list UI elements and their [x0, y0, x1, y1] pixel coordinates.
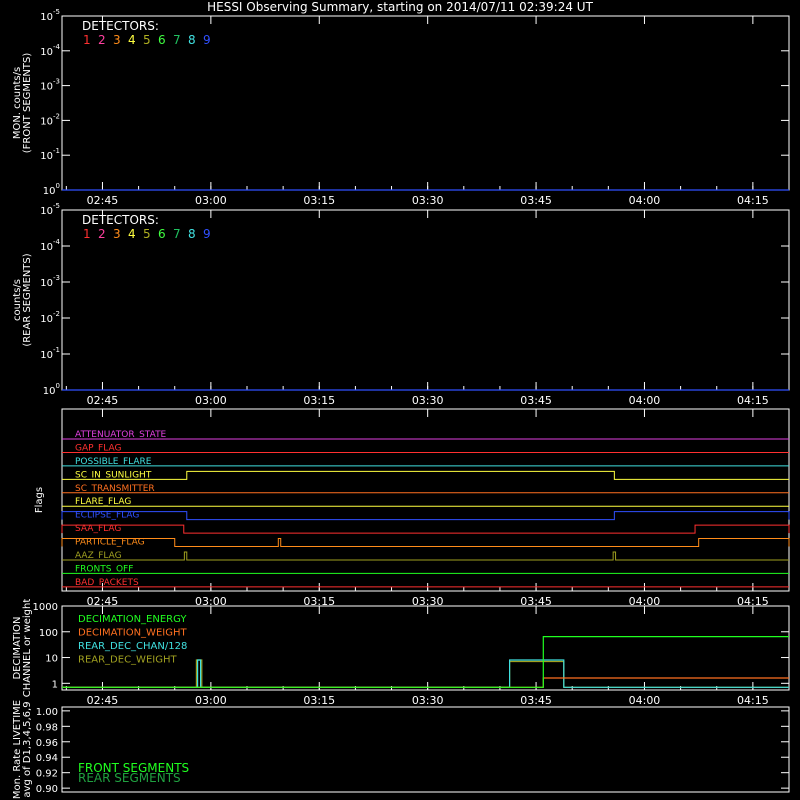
x-tick-label: 03:45: [520, 194, 552, 207]
flag-line: [62, 552, 789, 560]
flag-label: PARTICLE_FLAG: [75, 537, 145, 548]
legend-detector-3: 3: [113, 33, 121, 47]
legend-detector-4: 4: [128, 33, 136, 47]
x-tick-label: 03:00: [195, 394, 227, 407]
legend-detector-5: 5: [143, 33, 151, 47]
y-axis-label: counts/s(REAR SEGMENTS): [12, 253, 33, 347]
x-tick-label: 03:30: [411, 694, 444, 707]
x-tick-label: 02:45: [86, 394, 119, 407]
flag-label: SAA_FLAG: [75, 524, 122, 535]
flag-label: ECLIPSE_FLAG: [75, 510, 140, 521]
x-tick-label: 03:30: [411, 394, 444, 407]
flag-line: [62, 539, 789, 547]
x-tick-label: 03:45: [520, 394, 552, 407]
x-tick-label: 04:15: [737, 394, 769, 407]
x-tick-label: 03:00: [195, 595, 227, 608]
flag-label: FLARE_FLAG: [75, 497, 132, 508]
legend-detector-6: 6: [158, 33, 166, 47]
page-title: HESSI Observing Summary, starting on 2014/07/11 02:39:24 UT: [207, 0, 593, 14]
flag-label: ATTENUATOR_STATE: [75, 430, 167, 440]
y-tick-label: 0.92: [35, 768, 58, 780]
series-line: [62, 678, 789, 687]
y-axis-label: Flags: [34, 486, 45, 514]
flag-label: AAZ_FLAG: [75, 550, 122, 561]
y-tick-label: $10^0$: [42, 382, 60, 397]
x-tick-label: 03:30: [411, 595, 444, 608]
y-tick-label: $10^{-1}$: [40, 346, 60, 361]
x-tick-label: 03:15: [303, 595, 336, 608]
panel-decimation: [12, 599, 789, 707]
x-tick-label: 02:45: [86, 694, 119, 707]
x-tick-label: 03:30: [411, 194, 444, 207]
legend-detector-3: 3: [113, 227, 121, 241]
legend-detector-5: 5: [143, 227, 151, 241]
x-tick-label: 03:45: [520, 694, 552, 707]
x-tick-label: 02:45: [86, 194, 119, 207]
y-tick-label: $10^0$: [42, 182, 60, 197]
x-tick-label: 04:00: [628, 194, 661, 207]
flag-label: SC_TRANSMITTER: [75, 483, 155, 494]
legend-detector-2: 2: [98, 227, 106, 241]
y-tick-label: $10^{-4}$: [40, 42, 60, 58]
flag-label: BAD_PACKETS: [75, 577, 139, 588]
y-axis-label: DECIMATIONCHANNEL or weight: [12, 598, 33, 698]
y-tick-label: $10^{-3}$: [40, 274, 60, 289]
panel-livetime: [12, 700, 789, 799]
legend-entry: DECIMATION_WEIGHT: [78, 627, 187, 639]
legend-detector-8: 8: [188, 227, 196, 241]
y-tick-label: $10^{-3}$: [40, 77, 60, 93]
flag-label: GAP_FLAG: [75, 443, 122, 454]
x-tick-label: 04:15: [737, 694, 769, 707]
x-tick-label: 04:00: [628, 394, 661, 407]
panel-frame: [62, 16, 789, 190]
x-tick-label: 02:45: [86, 595, 119, 608]
legend-entry: REAR_DEC_CHAN/128: [78, 641, 188, 652]
x-tick-label: 04:00: [628, 595, 661, 608]
panel-frame: [62, 409, 789, 591]
y-tick-label: 0.90: [35, 784, 58, 796]
legend-entry: REAR SEGMENTS: [78, 771, 181, 785]
y-tick-label: 1: [51, 679, 58, 691]
panel-flags: [34, 409, 789, 608]
y-tick-label: $10^{-5}$: [40, 202, 60, 217]
x-tick-label: 03:15: [303, 194, 336, 207]
legend-detector-8: 8: [188, 33, 196, 47]
y-tick-label: 10: [45, 653, 58, 665]
x-tick-label: 03:00: [195, 694, 227, 707]
y-tick-label: 1.00: [35, 706, 58, 718]
legend-detector-9: 9: [203, 227, 211, 241]
panel-frame: [62, 210, 789, 390]
x-tick-label: 04:15: [737, 194, 769, 207]
y-axis-label: MON. counts/s(FRONT SEGMENTS): [12, 52, 33, 154]
y-axis-label: Mon. Rate LIVETIMEavg of D1,3,4,5,6,9: [12, 699, 33, 800]
x-tick-label: 03:15: [303, 694, 336, 707]
legend-entry: REAR_DEC_WEIGHT: [78, 654, 177, 666]
panel-rear: [12, 202, 789, 407]
flag-label: POSSIBLE_FLARE: [75, 456, 152, 467]
y-tick-label: $10^{-2}$: [40, 310, 60, 325]
legend-detector-2: 2: [98, 33, 106, 47]
flag-label: FRONTS_OFF: [75, 564, 134, 575]
y-tick-label: $10^{-5}$: [40, 8, 60, 23]
legend-detector-1: 1: [83, 33, 91, 47]
y-tick-label: 0.94: [35, 753, 58, 765]
legend-detector-7: 7: [173, 227, 181, 241]
x-tick-label: 04:15: [737, 595, 769, 608]
legend-title: DETECTORS:: [82, 19, 159, 33]
legend-title: DETECTORS:: [82, 213, 159, 227]
y-tick-label: $10^{-2}$: [40, 112, 60, 128]
panel-front: [12, 8, 789, 207]
legend-detector-6: 6: [158, 227, 166, 241]
legend-detector-7: 7: [173, 33, 181, 47]
legend-detector-9: 9: [203, 33, 211, 47]
flag-line: [62, 525, 789, 533]
legend-entry: DECIMATION_ENERGY: [78, 614, 187, 625]
y-tick-label: $10^{-4}$: [40, 238, 60, 253]
y-tick-label: 0.98: [35, 722, 58, 734]
x-tick-label: 04:00: [628, 694, 661, 707]
flag-label: SC_IN_SUNLIGHT: [75, 470, 152, 481]
legend-detector-4: 4: [128, 227, 136, 241]
legend-detector-1: 1: [83, 227, 91, 241]
y-tick-label: 0.96: [35, 737, 58, 749]
y-tick-label: $10^{-1}$: [40, 147, 60, 163]
x-tick-label: 03:45: [520, 595, 552, 608]
flag-line: [62, 471, 789, 479]
x-tick-label: 03:00: [195, 194, 227, 207]
y-tick-label: 100: [38, 627, 58, 639]
flag-line: [62, 512, 789, 520]
y-tick-label: 1000: [32, 602, 58, 613]
x-tick-label: 03:15: [303, 394, 336, 407]
legend-entry: FRONT SEGMENTS: [78, 761, 190, 775]
